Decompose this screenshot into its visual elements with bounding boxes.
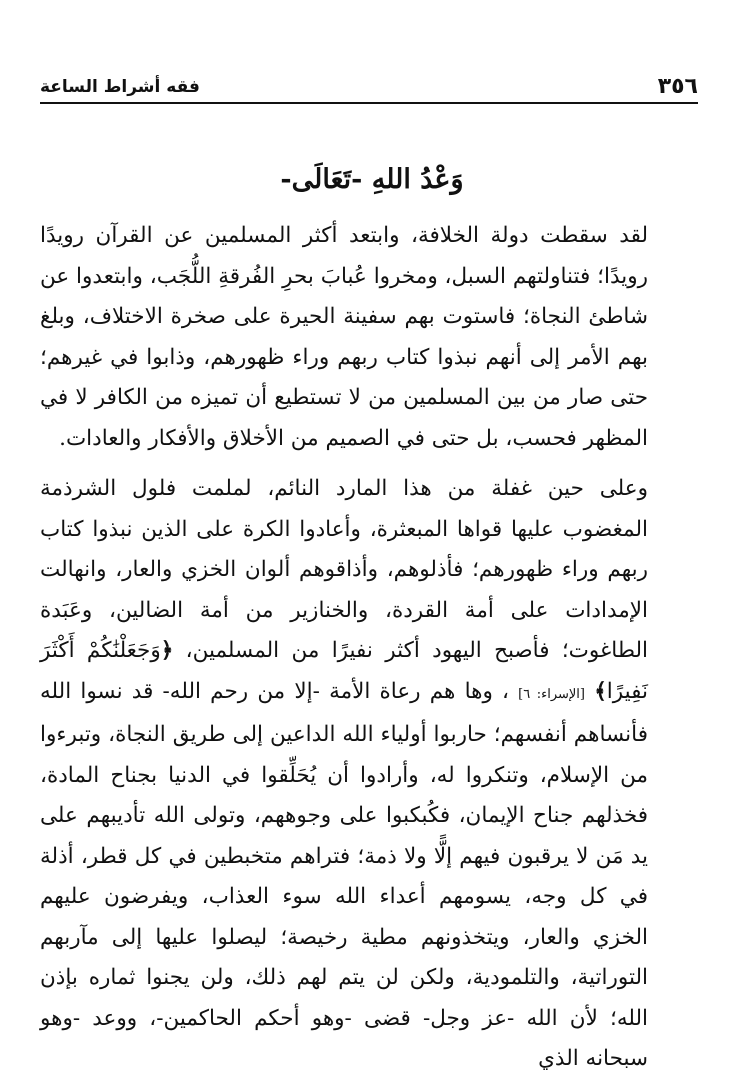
paragraph-1: لقد سقطت دولة الخلافة، وابتعد أكثر المسلمين عن القرآن رويدًا رويدًا؛ فتناولتهم السبل، ومخروا عُبابَ بحرِ الفُرقةِ اللُّجَب، وابتعدوا عن شاطئ النجاة؛ فاستوت بهم سفينة الحيرة على صخرة الاختلاف، وبلغ بهم الأمر إلى أنهم نبذوا كتاب ربهم وراء ظهورهم، وذابوا في غيرهم؛ حتى صار من بين المسلمين من لا تستطيع أن تميزه من الكافر لا في المظهر فحسب، بل حتى في الصميم من الأخلاق والأفكار والعادات.	[40, 223, 648, 451]
running-header	[40, 72, 698, 104]
paragraph-2	[40, 469, 648, 1080]
verse-citation: [الإسراء: ٦]	[518, 686, 585, 702]
book-title: فقه أشراط الساعة	[40, 77, 200, 97]
body-text	[40, 216, 648, 1080]
quran-close-bracket: ﴾	[594, 678, 607, 704]
quran-open-bracket: ﴿	[160, 638, 174, 663]
page-number: ٣٥٦	[657, 74, 698, 99]
paragraph-2-text-after: ، وها هم رعاة الأمة -إلا من رحم الله- قد نسوا الله فأنساهم أنفسهم؛ حاربوا أولياء الله الداعين إلى طريق النجاة، وتبرءوا من الإسلام، وتنكروا له، وأرادوا أن يُحَلِّقوا في الدنيا بجناح المادة، فخذلهم جناح الإيمان، فكُبكبوا على وجوههم، وتولى الله تأديبهم على يد مَن لا يرقبون فيهم إلًّا ولا ذمة؛ فتراهم متخبطين في كل قطر، أذلة في كل وجه، يسومهم أعداء الله سوء العذاب، ويفرضون عليهم الخزي والعار، ويتخذونهم مطية رخيصة؛ ليصلوا عليها إلى مآربهم التوراتية، والتلمودية، ولكن لن يتم لهم ذلك، ولن يجنوا ثماره بإذن الله؛ لأن الله -عز وجل- قضى -وهو أحكم الحاكمين-، ووعد -وهو سبحانه الذي	[40, 678, 648, 1071]
chapter-title: وَعْدُ اللهِ -تَعَالَى-	[280, 164, 464, 195]
quran-verse: وَجَعَلْنَٰكُمْ أَكْثَرَ نَفِيرًا	[40, 638, 648, 704]
paragraph-2-text-before: وعلى حين غفلة من هذا المارد النائم، لملمت فلول الشرذمة المغضوب عليها قواها المبعثرة، وأعادوا الكرة على الذين نبذوا كتاب ربهم وراء ظهورهم؛ فأذلوهم، وأذاقوهم ألوان الخزي والعار، وانهالت الإمدادات على أمة القردة، والخنازير من أمة الضالين، وعَبَدة الطاغوت؛ فأصبح اليهود أكثر نفيرًا من المسلمين،	[40, 476, 648, 663]
